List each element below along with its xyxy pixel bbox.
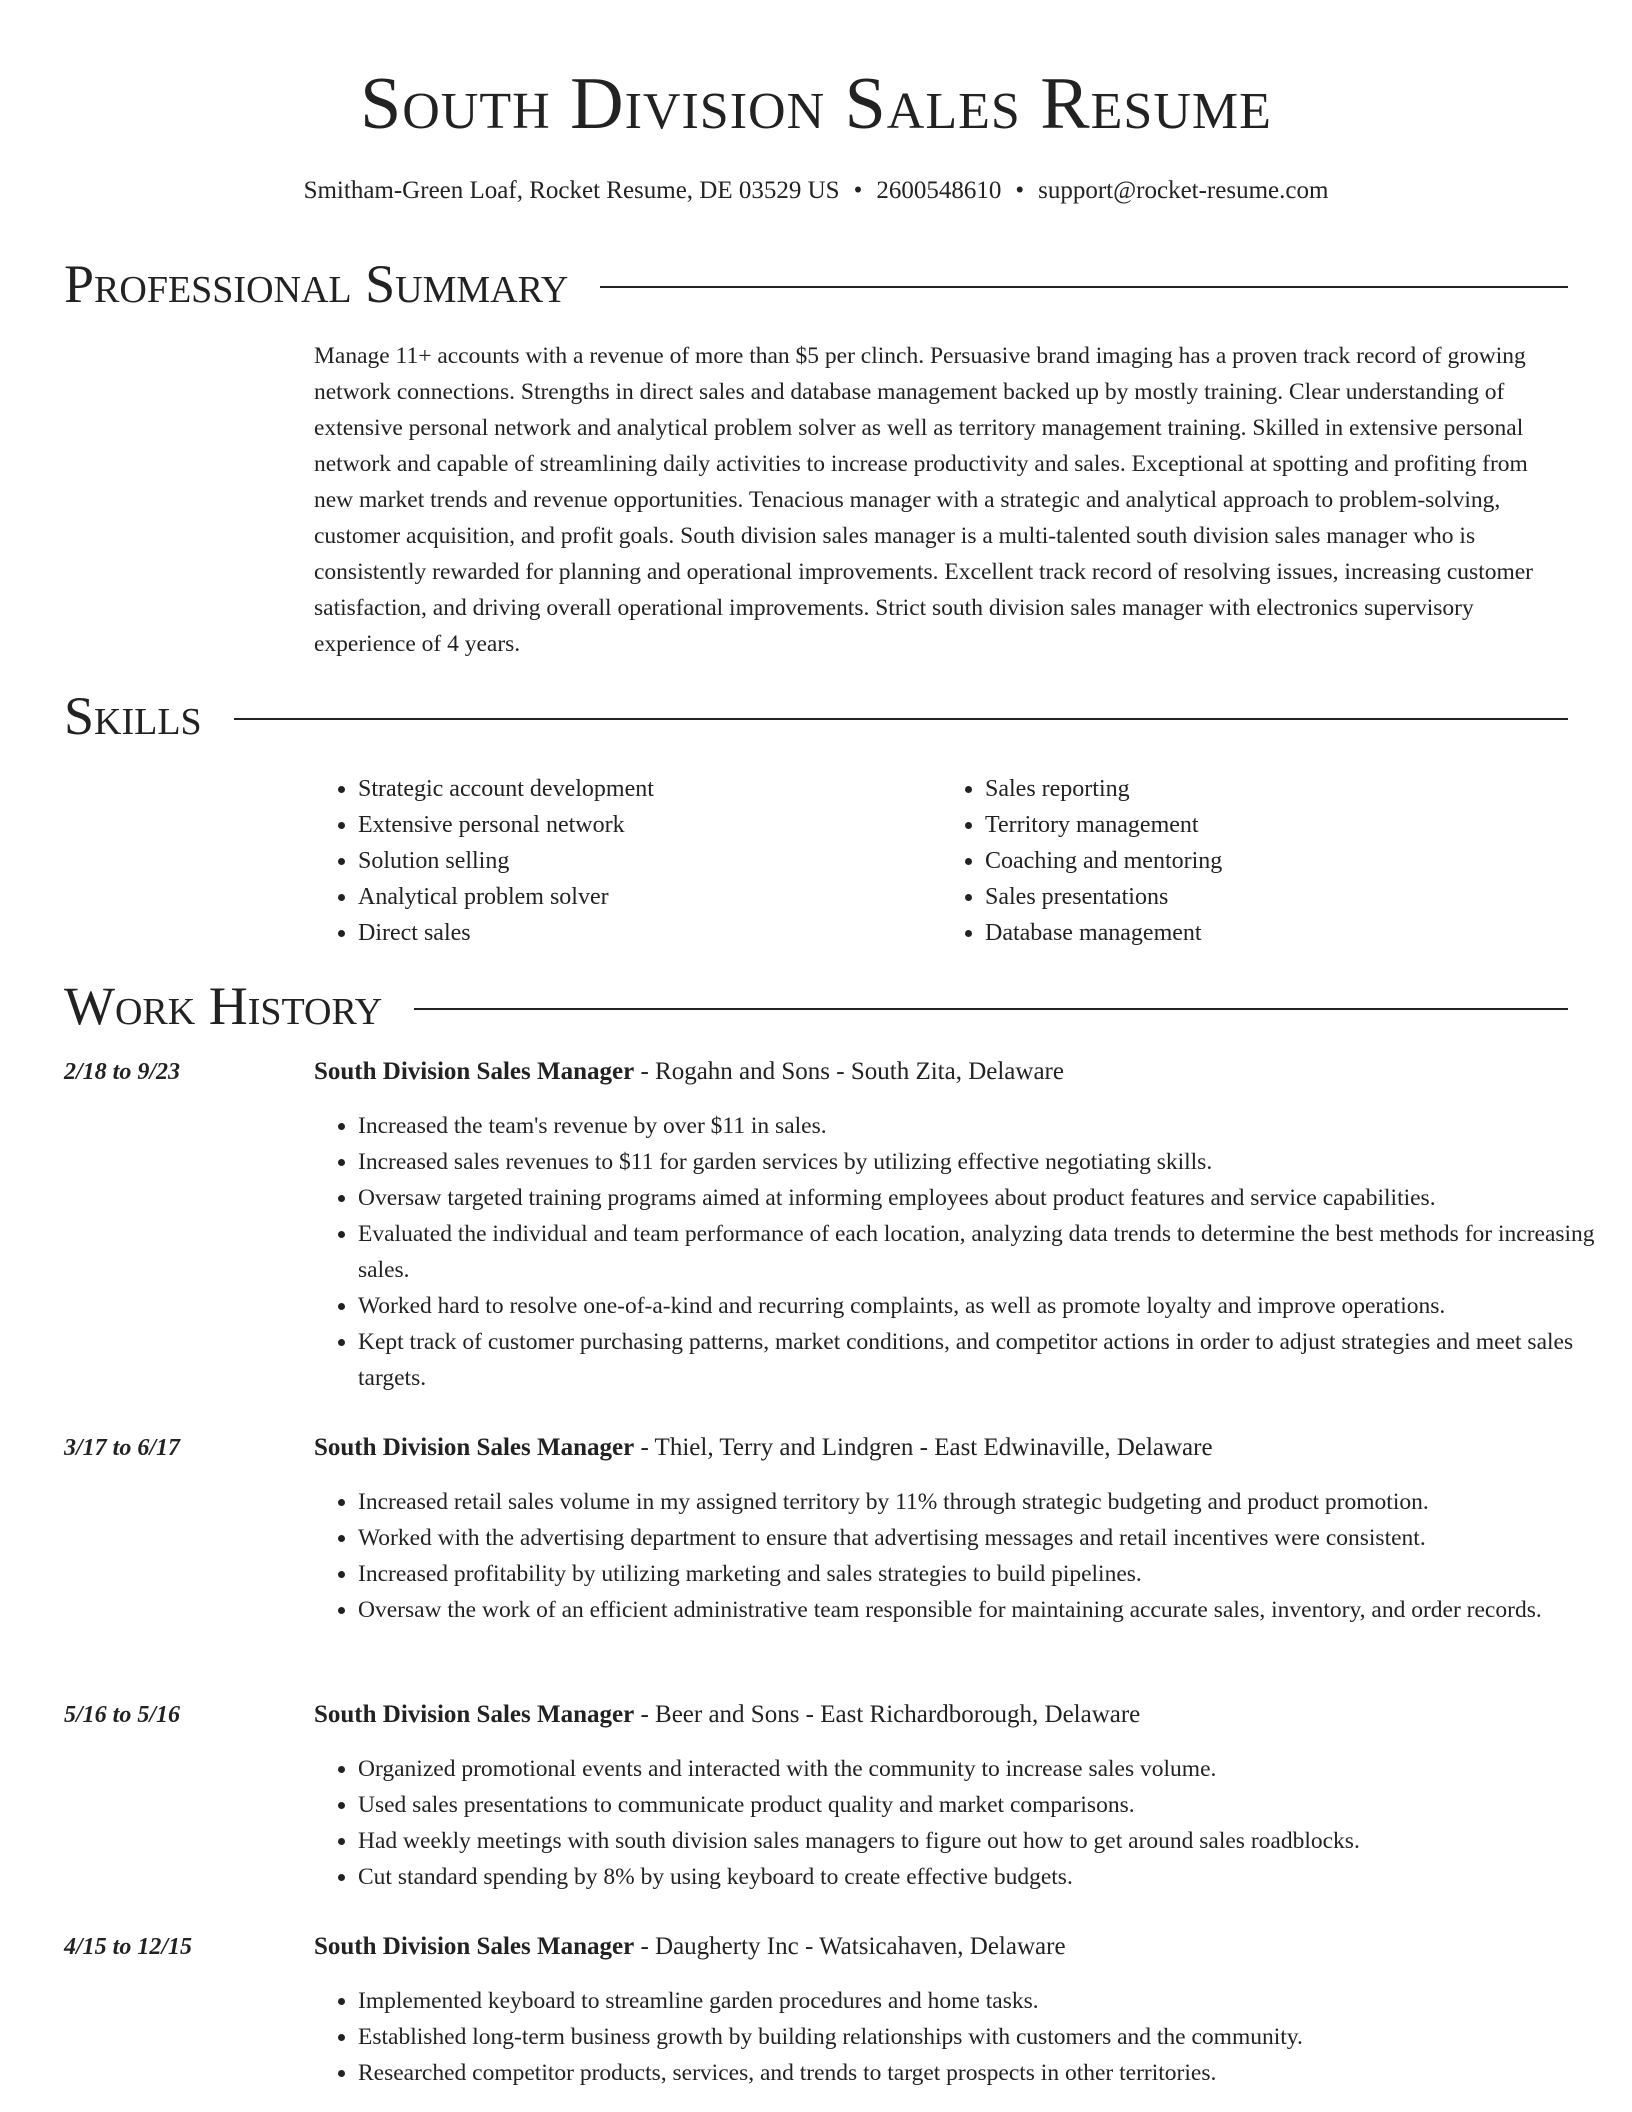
skill-item: • Analytical problem solver [358,879,941,915]
job-title: South Division Sales Manager [314,1933,635,1960]
skill-item: • Territory management [985,807,1568,843]
job-bullet: • Researched competitor products, services, and trends to target prospects in other territories. [358,2055,1612,2091]
job-bullet: • Worked hard to resolve one-of-a-kind and recurring complaints, as well as promote loyalty and improve operations. [358,1288,1612,1324]
resume-title: South Division Sales Resume [360,63,1272,145]
skill-item: • Extensive personal network [358,807,941,843]
job-dates: 5/16 to 5/16 [64,1702,181,1728]
job-bullet: • Evaluated the individual and team performance of each location, analyzing data trends to determine the best methods for increasing sales. [358,1216,1612,1288]
job-employer: - Daugherty Inc - Watsicahaven, Delaware [634,1933,1066,1960]
job-bullets [314,1983,1612,2091]
job-bullet: • Organized promotional events and interacted with the community to increase sales volume. [358,1751,1612,1787]
skill-item: • Strategic account development [358,771,941,807]
job-bullet: • Established long-term business growth by building relationships with customers and the community. [358,2019,1612,2055]
contact-line [0,174,1632,208]
work-heading: Work History [64,976,383,1036]
skill-item: • Solution selling [358,843,941,879]
job-bullet: • Increased profitability by utilizing marketing and sales strategies to build pipelines. [358,1556,1612,1592]
job-employer: - Thiel, Terry and Lindgren - East Edwinaville, Delaware [634,1434,1213,1461]
job-bullet: • Had weekly meetings with south division sales managers to figure out how to get around sales roadblocks. [358,1823,1612,1859]
skills-column-left [314,771,941,951]
job-title: South Division Sales Manager [314,1434,635,1461]
contact-separator: • [1015,177,1025,204]
job-dates: 3/17 to 6/17 [64,1435,181,1461]
job-bullet: • Oversaw targeted training programs aimed at informing employees about product features and service capabilities. [358,1180,1612,1216]
job-title-line [314,1054,1568,1090]
job-bullet: • Increased the team's revenue by over $11 in sales. [358,1108,1612,1144]
summary-heading: Professional Summary [64,254,569,314]
job-bullet: • Kept track of customer purchasing patterns, market conditions, and competitor actions in order to adjust strategies and meet sales targets. [358,1324,1612,1396]
job-bullets [314,1484,1612,1628]
job-bullet: • Implemented keyboard to streamline garden procedures and home tasks. [358,1983,1612,2019]
job-title: South Division Sales Manager [314,1058,635,1085]
contact-address: Smitham-Green Loaf, Rocket Resume, DE 03529 US [303,177,840,204]
skill-item: • Database management [985,915,1568,951]
job-employer: - Beer and Sons - East Richardborough, Delaware [634,1701,1141,1728]
job-title: South Division Sales Manager [314,1701,635,1728]
skill-item: • Sales presentations [985,879,1568,915]
job-employer: - Rogahn and Sons - South Zita, Delaware [634,1058,1064,1085]
job-bullet: • Used sales presentations to communicate product quality and market comparisons. [358,1787,1612,1823]
skills-heading: Skills [64,686,202,746]
job-bullet: • Cut standard spending by 8% by using keyboard to create effective budgets. [358,1859,1612,1895]
job-bullet: • Increased retail sales volume in my assigned territory by 11% through strategic budgeting and product promotion. [358,1484,1612,1520]
section-divider [600,286,1568,288]
work-section-heading [64,974,1568,1038]
skill-item: • Sales reporting [985,771,1568,807]
job-bullets [314,1108,1612,1396]
skills-column-right [941,771,1568,951]
skills-list [314,771,1568,951]
job-bullet: • Worked with the advertising department to ensure that advertising messages and retail incentives were consistent. [358,1520,1612,1556]
section-divider [234,718,1568,720]
skill-item: • Coaching and mentoring [985,843,1568,879]
job-bullet: • Oversaw the work of an efficient administrative team responsible for maintaining accurate sales, inventory, and order records. [358,1592,1612,1628]
contact-phone: 2600548610 [876,177,1002,204]
summary-section-heading [64,252,1568,316]
summary-text: Manage 11+ accounts with a revenue of more than $5 per clinch. Persuasive brand imaging has a proven track record of growing network connections. Strengths in direct sales and database management backed up by mostly training. Clear understanding of extensive personal network and analytical problem solver as well as territory management training. Skilled in extensive personal network and capable of streamlining daily activities to increase productivity and sales. Exceptional at spotting and profiting from new market trends and revenue opportunities. Tenacious manager with a strategic and analytical approach to problem-solving, customer acquisition, and profit goals. South division sales manager is a multi-talented south division sales manager who is consistently rewarded for planning and operational improvements. Excellent track record of resolving issues, increasing customer satisfaction, and driving overall operational improvements. Strict south division sales manager with electronics supervisory experience of 4 years. [314,343,1534,657]
job-title-line [314,1697,1568,1733]
job-dates: 2/18 to 9/23 [64,1059,181,1085]
job-title-line [314,1929,1568,1965]
job-bullets [314,1751,1612,1895]
job-dates: 4/15 to 12/15 [64,1934,193,1960]
job-title-line [314,1430,1568,1466]
contact-separator: • [853,177,863,204]
contact-email: support@rocket-resume.com [1038,177,1329,204]
skills-section-heading [64,684,1568,748]
section-divider [414,1008,1568,1010]
skill-item: • Direct sales [358,915,941,951]
job-bullet: • Increased sales revenues to $11 for garden services by utilizing effective negotiating skills. [358,1144,1612,1180]
